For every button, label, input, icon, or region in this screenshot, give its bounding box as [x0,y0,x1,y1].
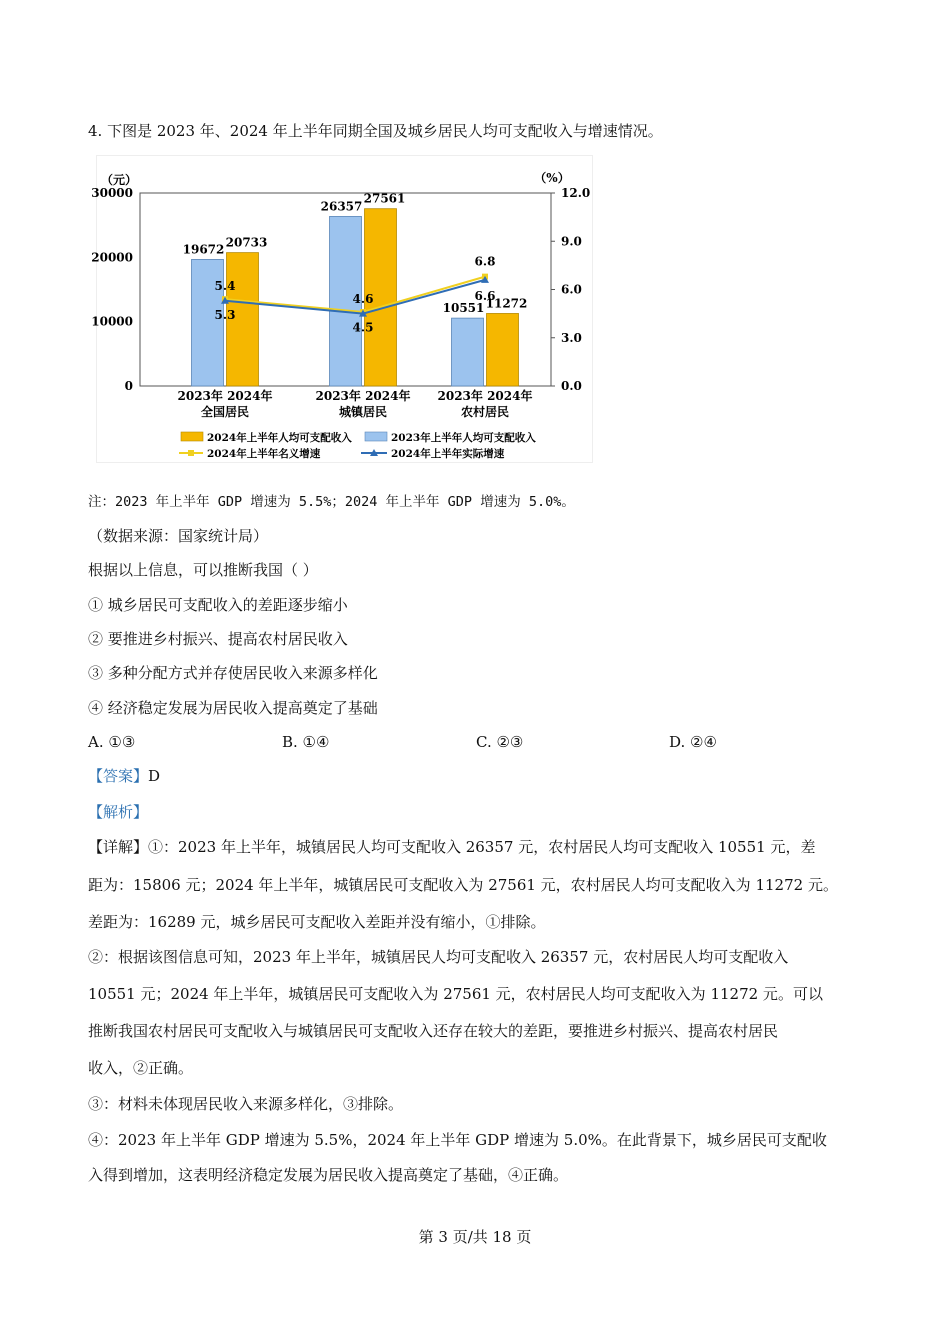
bar-label-2023: 10551 [442,301,485,316]
analysis-line-1: 【详解】①：2023 年上半年，城镇居民人均可支配收入 26357 元，农村居民人均可支配收入 10551 元，差 [88,838,816,856]
bar-label-2023: 19672 [182,242,225,257]
analysis-line-10: 入得到增加，这表明经济稳定发展为居民收入提高奠定了基础，④正确。 [88,1166,569,1184]
legend-swatch-2024 [181,432,203,441]
option-b: B. ①④ [282,733,330,751]
bar-2023 [452,318,484,386]
legend-label-nominal: 2024年上半年名义增速 [207,448,321,460]
analysis-line-6: 推断我国农村居民可支配收入与城镇居民可支配收入还存在较大的差距，要推进乡村振兴、提高农村居民 [88,1022,779,1040]
income-chart [91,155,593,463]
bar-label-2024: 11272 [485,296,528,311]
left-tick-label: 0 [124,379,133,393]
right-axis-unit: （%） [534,171,570,185]
left-tick-label: 20000 [91,250,133,265]
analysis-line-3: 差距为：16289 元，城乡居民可支配收入差距并没有缩小，①排除。 [88,913,546,931]
statement-1: ① 城乡居民可支配收入的差距逐步缩小 [88,596,348,614]
statement-3: ③ 多种分配方式并存使居民收入来源多样化 [88,664,378,682]
left-tick-label: 30000 [91,186,133,200]
analysis-line-5: 10551 元；2024 年上半年，城镇居民可支配收入为 27561 元，农村居民人均可支配收入为 11272 元。可以 [88,985,823,1003]
bar-label-2023: 26357 [320,199,363,214]
page-footer: 第 3 页/共 18 页 [418,1228,532,1246]
x-group-name: 城镇居民 [338,405,388,419]
answer-row [88,766,160,786]
nominal-growth-label: 4.6 [352,292,374,307]
legend-marker-nominal [188,450,194,456]
x-group-name: 全国居民 [200,405,250,419]
right-tick-label: 12.0 [561,186,591,200]
legend-label-2023: 2023年上半年人均可支配收入 [391,432,536,444]
analysis-line-4: ②：根据该图信息可知，2023 年上半年，城镇居民人均可支配收入 26357 元，农村居民人均可支配收入 [88,948,789,966]
left-tick-label: 10000 [91,314,133,329]
right-tick-label: 3.0 [561,330,582,345]
option-a: A. ①③ [88,733,136,751]
income-chart-svg [91,156,592,462]
x-group-years: 2023年 2024年 [177,389,273,403]
legend-label-2024: 2024年上半年人均可支配收入 [207,432,352,444]
right-tick-label: 9.0 [561,234,582,249]
option-d: D. ②④ [669,733,717,751]
bar-label-2024: 27561 [363,191,406,206]
bar-label-2024: 20733 [225,235,268,250]
left-axis-unit: （元） [100,173,137,187]
bar-2024 [487,313,519,386]
nominal-growth-label: 5.4 [214,279,236,294]
right-tick-label: 6.0 [561,282,582,297]
option-c: C. ②③ [476,733,524,751]
analysis-line-7: 收入，②正确。 [88,1059,194,1077]
statement-4: ④ 经济稳定发展为居民收入提高奠定了基础 [88,699,378,717]
answer-label: 【答案】 [88,767,149,785]
legend-swatch-2023 [365,432,387,441]
analysis-line-2: 距为：15806 元；2024 年上半年，城镇居民可支配收入为 27561 元，农村居民人均可支配收入为 11272 元。 [88,876,838,894]
x-group-name: 农村居民 [460,405,510,419]
x-group-years: 2023年 2024年 [437,389,533,403]
x-group-years: 2023年 2024年 [315,389,411,403]
real-growth-label: 6.6 [474,288,496,303]
question-prompt: 根据以上信息，可以推断我国（ ） [88,561,318,579]
nominal-growth-label: 6.8 [474,254,496,269]
question-title: 4. 下图是 2023 年、2024 年上半年同期全国及城乡居民人均可支配收入与增速情况。 [88,122,663,140]
gdp-note: 注：2023 年上半年 GDP 增速为 5.5%；2024 年上半年 GDP 增速为 5.0%。 [88,494,575,510]
legend-label-real: 2024年上半年实际增速 [391,448,505,460]
data-source: （数据来源：国家统计局） [88,527,269,545]
statement-2: ② 要推进乡村振兴、提高农村居民收入 [88,630,348,648]
analysis-line-8: ③：材料未体现居民收入来源多样化，③排除。 [88,1095,404,1113]
answer-value: D [148,767,161,785]
analysis-label: 【解析】 [88,803,149,821]
real-growth-label: 5.3 [214,307,236,322]
analysis-line-9: ④：2023 年上半年 GDP 增速为 5.5%，2024 年上半年 GDP 增速为 5.0%。在此背景下，城乡居民可支配收 [88,1131,827,1149]
real-growth-label: 4.5 [352,320,374,335]
right-tick-label: 0.0 [561,379,582,393]
